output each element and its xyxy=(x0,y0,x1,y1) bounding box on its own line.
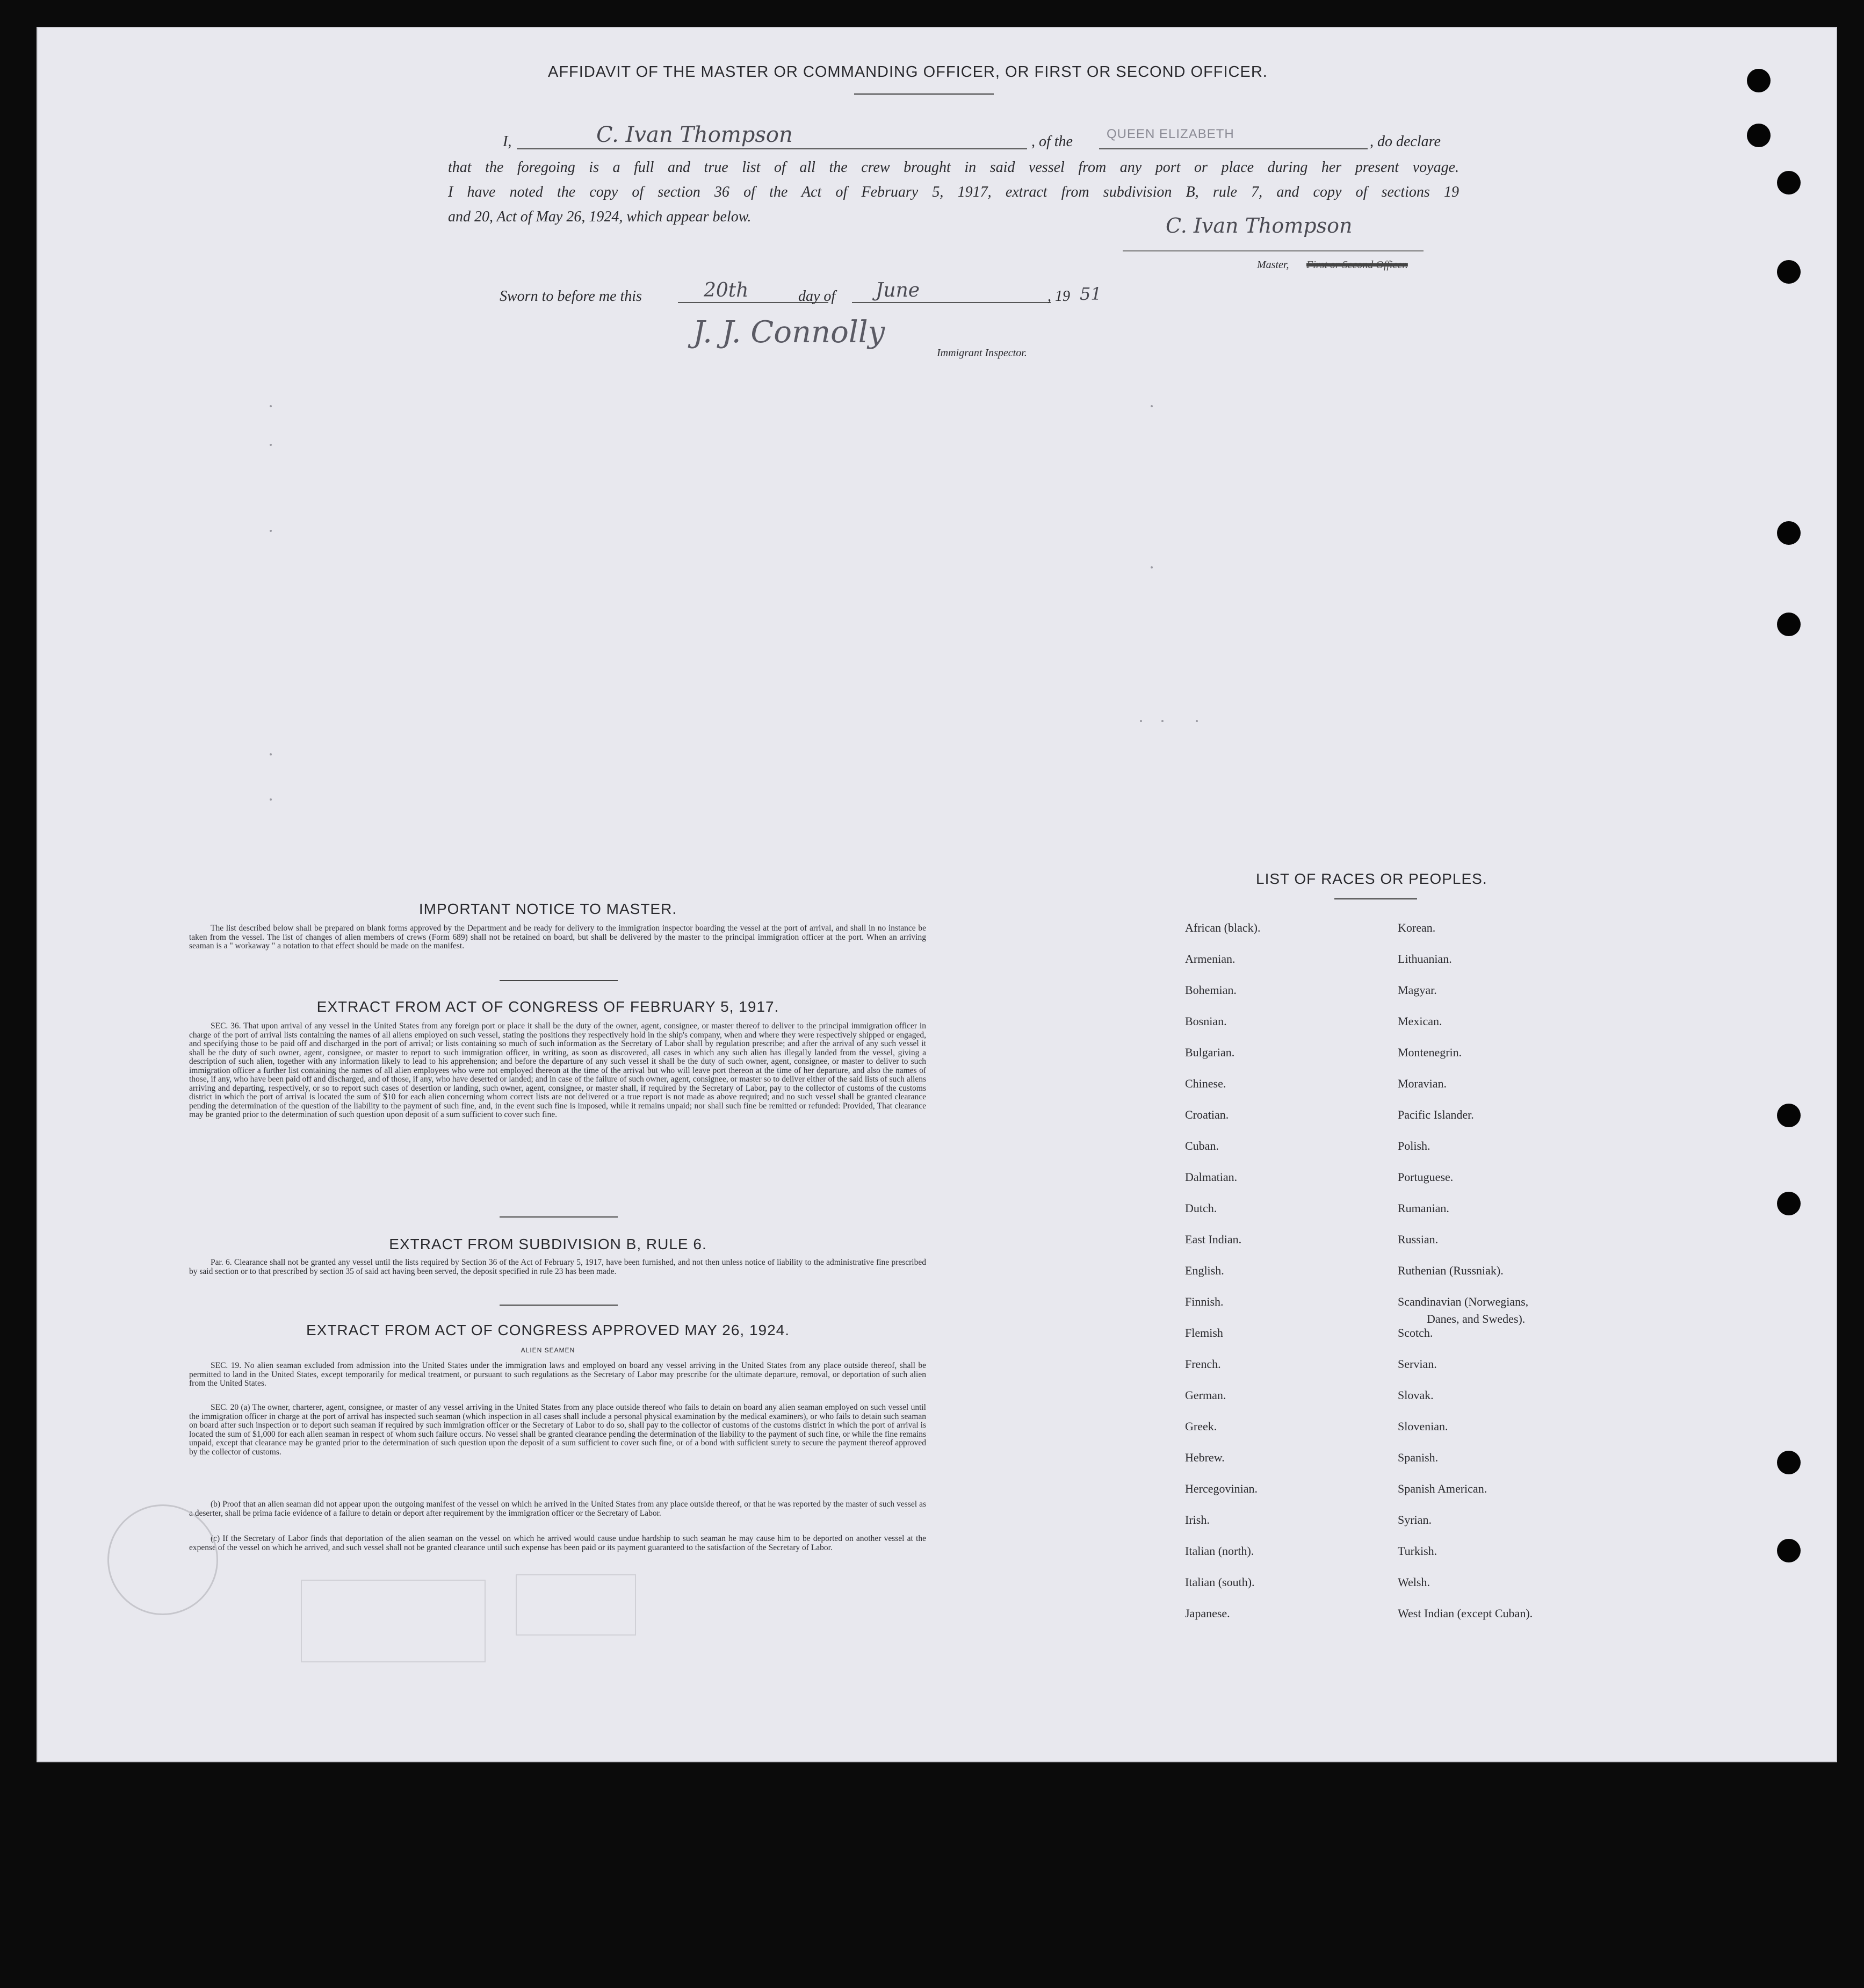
race-item: English. xyxy=(1185,1264,1224,1277)
race-item: Hercegovinian. xyxy=(1185,1482,1258,1495)
race-item: Spanish. xyxy=(1398,1451,1439,1464)
race-item: Syrian. xyxy=(1398,1513,1432,1526)
scan-border xyxy=(0,0,1864,27)
extract-1924-sec20b: (b) Proof that an alien seaman did not appear upon the outgoing manifest of the vessel on which he arrived in the United States from any place outside thereof, or that he was reported by the master of such vessel as a deserter, shall be prima facie evidence of a failure to detain or deport after requirement by the immigration officer or the Secretary of Labor. xyxy=(189,1500,926,1518)
scan-dot xyxy=(270,405,272,407)
subdivision-b-text: Par. 6. Clearance shall not be granted any vessel until the lists required by Section 36 of the Act of February 5, 1917, have been furnished, and not then unless notice of liability to the administrative fine prescribed by said section or to that prescribed by section 35 of said act having been served, the deposit specified in rule 23 has been made. xyxy=(189,1258,926,1276)
race-item: Chinese. xyxy=(1185,1077,1226,1090)
extract-1917-title: EXTRACT FROM ACT OF CONGRESS OF FEBRUARY 5, 1917. xyxy=(316,998,779,1015)
faint-rectangular-stamp xyxy=(301,1580,486,1662)
year-value: 51 xyxy=(1080,284,1102,304)
month-blank xyxy=(852,302,1051,303)
section-rule xyxy=(500,980,618,981)
races-title: LIST OF RACES OR PEOPLES. xyxy=(1256,870,1487,887)
race-item: Moravian. xyxy=(1398,1077,1447,1090)
affidavit-line-2: that the foregoing is a full and true list of all the crew brought in said vessel from any port or place during her present voyage. xyxy=(448,159,1459,176)
day-value: 20th xyxy=(704,279,749,301)
race-item: Irish. xyxy=(1185,1513,1210,1526)
faint-rectangular-stamp xyxy=(516,1574,636,1636)
race-item: Bosnian. xyxy=(1185,1014,1227,1028)
race-item: Montenegrin. xyxy=(1398,1046,1462,1059)
binder-hole xyxy=(1777,1104,1801,1127)
race-item: Portuguese. xyxy=(1398,1170,1454,1184)
race-item: Armenian. xyxy=(1185,952,1236,966)
binder-hole xyxy=(1777,521,1801,545)
binder-hole xyxy=(1777,260,1801,284)
race-item: Scandinavian (Norwegians, xyxy=(1398,1295,1529,1308)
race-item: Turkish. xyxy=(1398,1544,1437,1558)
race-item: Bohemian. xyxy=(1185,983,1237,997)
race-item: Dalmatian. xyxy=(1185,1170,1238,1184)
race-item: Korean. xyxy=(1398,921,1436,934)
race-item: East Indian. xyxy=(1185,1233,1242,1246)
race-item: Croatian. xyxy=(1185,1108,1229,1121)
race-item: Slovak. xyxy=(1398,1388,1434,1402)
race-item: Lithuanian. xyxy=(1398,952,1452,966)
scan-dot xyxy=(270,530,272,532)
race-item: Servian. xyxy=(1398,1357,1437,1371)
scan-dot xyxy=(270,753,272,755)
race-item: West Indian (except Cuban). xyxy=(1398,1607,1533,1620)
binder-hole xyxy=(1777,1192,1801,1215)
race-item: Bulgarian. xyxy=(1185,1046,1235,1059)
race-item: French. xyxy=(1185,1357,1221,1371)
affidavit-line-4: and 20, Act of May 26, 1924, which appear below. xyxy=(448,208,752,225)
race-item: Magyar. xyxy=(1398,983,1437,997)
section-rule xyxy=(500,1216,618,1218)
race-item: Polish. xyxy=(1398,1139,1430,1153)
binder-hole xyxy=(1777,613,1801,636)
race-item-continuation: Danes, and Swedes). xyxy=(1427,1312,1526,1326)
race-item: Italian (north). xyxy=(1185,1544,1254,1558)
race-item: African (black). xyxy=(1185,921,1261,934)
year-prefix: , 19 xyxy=(1047,288,1070,305)
scan-dot xyxy=(1140,720,1142,722)
affidavit-i-prefix: I, xyxy=(503,133,512,150)
race-item: Scotch. xyxy=(1398,1326,1433,1339)
binder-hole xyxy=(1777,171,1801,195)
binder-hole xyxy=(1747,69,1771,92)
scan-dot xyxy=(270,444,272,446)
subdivision-b-title: EXTRACT FROM SUBDIVISION B, RULE 6. xyxy=(389,1236,707,1252)
extract-1917-text: SEC. 36. That upon arrival of any vessel in the United States from any foreign port or place it shall be the duty of the owner, agent, consignee, or master thereof to deliver to the principal immigration officer in charge of the port of arrival lists containing the names of all aliens employed on such vessel, stating the positions they respectively hold in the ship's company, when and where they were respectively shipped or engaged, and specifying those to be paid off and discharged in the port of arrival; or lists containing so much of such information as the Secretary of Labor shall by regulation prescribe; and after the arrival of any such vessel it shall be the duty of such owner, agent, consignee, or master to report to such immigration officer, in writing, as soon as discovered, all cases in which any such alien has illegally landed from the vessel, giving a description of such alien, together with any information likely to lead to his apprehension; and before the departure of any such vessel it shall be the duty of such owner, agent, consignee, or master to deliver to such immigration officer a further list containing the names of all alien employees who were not employed thereon at the time of the arrival but who will leave port thereon at the time of her departure, and also the names of those, if any, who have been paid off and discharged, and of those, if any, who have deserted or landed; and in case of the failure of such owner, agent, consignee, or master so to deliver either of the said lists of such aliens arriving and departing, respectively, or so to report such cases of desertion or landing, such owner, agent, consignee, or master shall, if required by the Secretary of Labor, pay to the collector of customs of the customs district in which the port of arrival is located the sum of $10 for each alien concerning whom correct lists are not delivered or a true report is not made as above required; and no such vessel shall be granted clearance pending the determination of the question of the liability to the payment of such fine, and, in the event such fine is imposed, while it remains unpaid; nor shall such fine be remitted or refunded: Provided, That clearance may be granted prior to the determination of such question upon deposit of a sum sufficient to cover such fine. xyxy=(189,1021,926,1119)
master-name-signature: C. Ivan Thompson xyxy=(596,123,793,147)
inspector-signature: J. J. Connolly xyxy=(693,315,885,350)
race-item: Pacific Islander. xyxy=(1398,1108,1474,1121)
scan-dot xyxy=(1151,566,1153,568)
race-item: Ruthenian (Russniak). xyxy=(1398,1264,1504,1277)
master-signature: C. Ivan Thompson xyxy=(1166,214,1353,237)
race-item: Cuban. xyxy=(1185,1139,1219,1153)
race-item: Mexican. xyxy=(1398,1014,1442,1028)
sworn-prefix: Sworn to before me this xyxy=(500,288,642,305)
scan-dot xyxy=(1161,720,1164,722)
race-item: German. xyxy=(1185,1388,1226,1402)
race-item: Slovenian. xyxy=(1398,1420,1448,1433)
scan-dot xyxy=(1151,405,1153,407)
binder-hole xyxy=(1777,1451,1801,1474)
race-item: Dutch. xyxy=(1185,1201,1217,1215)
affidavit-of-the: , of the xyxy=(1031,133,1073,150)
vessel-name: QUEEN ELIZABETH xyxy=(1107,127,1234,141)
extract-1924-sec20c: (c) If the Secretary of Labor finds that deportation of the alien seaman on the vessel on which he arrived would cause undue hardship to such seaman he may cause him to be deported on another vessel at the expense of the vessel on which he arrived, and such vessel shall not be granted clearance until such expense has been paid or its payment guaranteed to the satisfaction of the Secretary of Labor. xyxy=(189,1534,926,1552)
race-item: Welsh. xyxy=(1398,1575,1430,1589)
race-item: Greek. xyxy=(1185,1420,1217,1433)
extract-1924-sec19: SEC. 19. No alien seaman excluded from admission into the United States under the immigration laws and employed on board any vessel arriving in the United States from any place outside thereof, shall be permitted to land in the United States, except temporarily for medical treatment, or pursuant to such regulations as the Secretary of Labor may prescribe for the ultimate departure, removal, or deportation of such alien from the United States. xyxy=(189,1361,926,1388)
faint-seal-stamp xyxy=(107,1504,218,1615)
extract-1924-sec20a: SEC. 20 (a) The owner, charterer, agent, consignee, or master of any vessel arriving in the United States from any place outside thereof who fails to detain on board any alien seaman employed on such vessel until the immigration officer in charge at the port of arrival has inspected such seaman (which inspection in all cases shall include a personal physical examination by the medical examiners), or who fails to detain such seaman on board after such inspection or to deport such seaman if required by such immigration officer or the Secretary of Labor to do so, shall pay to the collector of customs of the customs district in which the port of arrival is located the sum of $1,000 for each alien seaman in respect of whom such failure occurs. No vessel shall be granted clearance pending the determination of the liability to the payment of such fine, or while the fine remains unpaid, except that clearance may be granted prior to the determination of such question upon the deposit of a sum sufficient to cover such fine, or of a bond with sufficient surety to secure the payment thereof approved by the collector of customs. xyxy=(189,1403,926,1457)
alien-seamen-subhead: ALIEN SEAMEN xyxy=(521,1346,575,1354)
binder-hole xyxy=(1777,1539,1801,1562)
section-rule xyxy=(500,1305,618,1306)
inspector-title: Immigrant Inspector. xyxy=(937,347,1027,359)
affidavit-line-3: I have noted the copy of section 36 of the Act of February 5, 1917, extract from subdivision B, rule 7, and copy of sections 19 xyxy=(448,184,1459,200)
struck-officer-title: First or Second Officer. xyxy=(1306,259,1408,271)
race-item: Japanese. xyxy=(1185,1607,1230,1620)
master-signature-line xyxy=(1123,250,1424,251)
race-item: Hebrew. xyxy=(1185,1451,1225,1464)
races-title-rule xyxy=(1334,898,1417,899)
notice-text: The list described below shall be prepared on blank forms approved by the Department and be ready for delivery to the immigration inspector boarding the vessel at the port of arrival, and shall in no instance be taken from the vessel. The list of changes of alien members of crews (Form 689) shall not be retained on board, but shall be delivered by the master to the principal immigration officer at the port. When an arriving seaman is a " workaway " a notation to that effect should be made on the manifest. xyxy=(189,924,926,950)
master-title: Master, xyxy=(1257,259,1289,271)
binder-hole xyxy=(1747,124,1771,147)
master-name-blank xyxy=(517,148,1027,149)
affidavit-title-rule xyxy=(854,93,994,95)
affidavit-do-declare: , do declare xyxy=(1370,133,1441,150)
notice-title: IMPORTANT NOTICE TO MASTER. xyxy=(418,901,677,917)
race-item: Italian (south). xyxy=(1185,1575,1255,1589)
race-item: Spanish American. xyxy=(1398,1482,1487,1495)
vessel-name-blank xyxy=(1099,148,1368,149)
month-value: June xyxy=(876,279,920,301)
race-item: Rumanian. xyxy=(1398,1201,1449,1215)
race-item: Finnish. xyxy=(1185,1295,1224,1308)
scan-dot xyxy=(1196,720,1198,722)
race-item: Flemish xyxy=(1185,1326,1223,1339)
race-item: Russian. xyxy=(1398,1233,1439,1246)
scan-dot xyxy=(270,798,272,801)
affidavit-title: AFFIDAVIT OF THE MASTER OR COMMANDING OFFICER, OR FIRST OR SECOND OFFICER. xyxy=(548,63,1268,81)
extract-1924-title: EXTRACT FROM ACT OF CONGRESS APPROVED MAY 26, 1924. xyxy=(306,1322,790,1338)
day-of-label: day of xyxy=(798,288,836,305)
